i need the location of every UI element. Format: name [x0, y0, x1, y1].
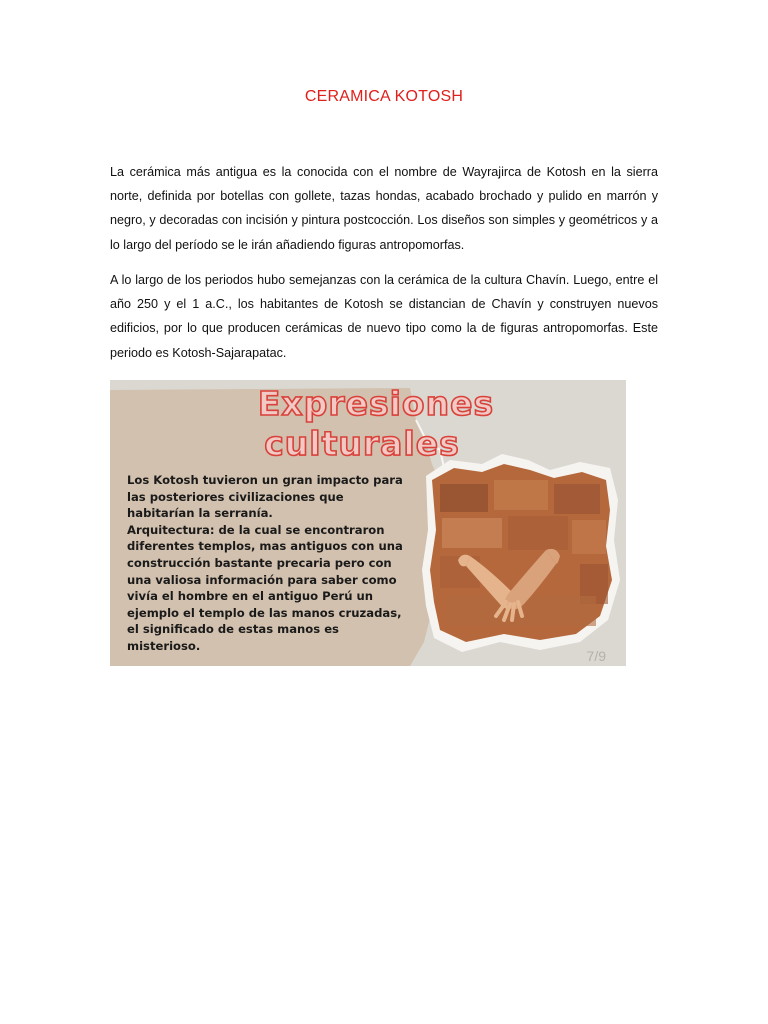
- page-title: CERAMICA KOTOSH: [304, 88, 464, 105]
- slide-text-intro: Los Kotosh tuvieron un gran impacto para las posteriores civilizaciones que habitarían la serranía.: [127, 473, 403, 521]
- embedded-slide-image: [110, 380, 626, 666]
- paragraph-1: La cerámica más antigua es la conocida con el nombre de Wayrajirca de Kotosh en la sierra norte, definida por botellas con gollete, tazas hondas, acabado brochado y pulido en marrón y negro, y decoradas con incisión y pintura postcocción. Los diseños son simples y geométricos y a lo largo del período se le irán añadiendo figuras antropomorfas.: [110, 165, 658, 252]
- slide-title-line1: Expresiones: [257, 384, 495, 423]
- slide-page-indicator: 7/9: [586, 648, 606, 664]
- slide-title-line2: culturales: [264, 424, 460, 463]
- paragraph-2: A lo largo de los periodos hubo semejanzas con la cerámica de la cultura Chavín. Luego, entre el año 250 y el 1 a.C., los habitantes de Kotosh se distancian de Chavín y construyen nuevos edificios, por lo que producen cerámicas de nuevo tipo como la de figuras antropomorfas. Este periodo es Kotosh-Sajarapatac.: [110, 273, 658, 360]
- slide-text-body: Arquitectura: de la cual se encontraron diferentes templos, mas antiguos con una construcción bastante precaria pero con una valiosa información para saber como vivía el hombre en el antiguo Perú un ejemplo el templo de las manos cruzadas, el significado de estas manos es misterioso.: [127, 522, 403, 653]
- crossed-hands-temple-photo: [430, 464, 612, 642]
- slide-text: [127, 472, 407, 655]
